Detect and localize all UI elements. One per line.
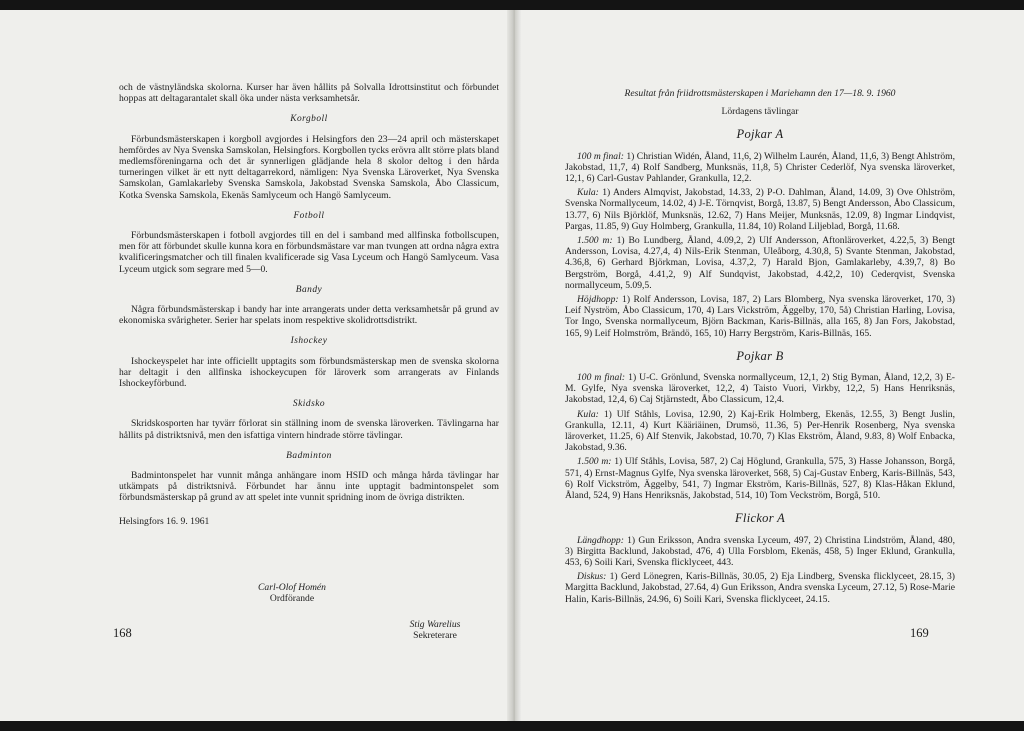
event-results: 1) Gerd Lönegren, Karis-Billnäs, 30.05, 2) Eja Lindberg, Svenska flicklyceet, 28.15, 3) Margitta Backlund, Jakobstad, 27.64, 4) Gun Eriksson, Andra svenska Lyceum, 27.12, 5) Rose-Marie Halin, Karis-Billnäs, 24.96, 6) Soili Kari, Svenska flicklyceet, 24.15. <box>565 571 955 605</box>
result-c-langdhopp <box>565 535 955 569</box>
event-results: 1) Gun Eriksson, Andra svenska Lyceum, 497, 2) Christina Lindström, Åland, 480, 3) Birgitta Backlund, Jakobstad, 476, 4) Ulla Forsblom, Ekenäs, 458, 5) Inger Eklund, Grankulla, 453, 6) Soili Kari, Svenska flicklyceet, 443. <box>565 534 955 568</box>
event-label: 1.500 m: <box>577 456 612 468</box>
result-a-hojdhopp <box>565 294 955 339</box>
section-heading-fotboll: Fotboll <box>293 210 325 221</box>
event-label: Höjdhopp: <box>577 294 619 306</box>
signer-role: Sekreterare <box>413 630 457 642</box>
section-text-ishockey: Ishockeyspelet har inte officiellt upptagits som förbundsmästerskap men de svenska skolorna har deltagit i den allfinska ishockeycupen för läroverk som arrangerats av Finlands Ishockeyförbund. <box>119 355 499 390</box>
heading-pojkar-b: Pojkar B <box>736 348 784 363</box>
event-label: 100 m final: <box>577 372 626 384</box>
event-label: Kula: <box>577 187 599 199</box>
results-subtitle: Lördagens tävlingar <box>721 106 799 118</box>
section-text-korgboll: Förbundsmästerskapen i korgboll avgjordes i Helsingfors den 23—24 april och mästerskapet hemfördes av Nya Svenska Samskolan, Helsingfors. Korgbollen tycks erövra allt större plats bland medlemsföreningarna och det är synnerligen glädjande hela 8 skolor deltog i den hårda turneringen vilket är ett nytt deltagarrekord, nämligen: Nya Svenska Läroverket, Nya Svenska Samskolan, Gamlakarleby Svenska Samskola, Jakobstad Svenska Samskola, Åbo Classicum, Kotka Svenska Samskola, Ekenäs Samlyceum och Hangö Samlyceum. <box>119 133 499 201</box>
event-label: Diskus: <box>577 571 607 583</box>
event-results: 1) U-C. Grönlund, Svenska normallyceum, 12,1, 2) Stig Byman, Åland, 12,2, 3) E-M. Gylfe, Nya svenska läroverket, 12,2, 4) Taisto Vuori, Virkby, 12,2, 5) Hans Henriksnäs, Jakobstad, 12,4, 6) Caj Stjärnstedt, Åbo Classicum, 12,4. <box>565 372 955 406</box>
signer-name: Stig Warelius <box>409 619 461 630</box>
signer-name: Carl-Olof Homén <box>258 582 326 593</box>
result-b-100m <box>565 372 955 406</box>
heading-pojkar-a: Pojkar A <box>736 127 784 142</box>
page-number-left: 168 <box>113 626 132 640</box>
event-label: 1.500 m: <box>577 235 613 247</box>
place-date: Helsingfors 16. 9. 1961 <box>119 515 210 527</box>
signature-chairman <box>232 582 352 604</box>
results-title: Resultat från friidrottsmästerskapen i Mariehamn den 17—18. 9. 1960 <box>624 88 896 99</box>
result-b-kula <box>565 409 955 454</box>
intro-paragraph: och de västnyländska skolorna. Kurser har även hållits på Solvalla Idrottsinstitut och förbundet hoppas att deltagarantalet skall öka under nästa verksamhetsår. <box>119 82 499 105</box>
event-results: 1) Ulf Ståhls, Lovisa, 12.90, 2) Kaj-Erik Holmberg, Ekenäs, 12.55, 3) Bengt Juslin, Grankulla, 12.11, 4) Kurt Kääriäinen, Drumsö, 11.36, 5) Per-Henrik Rosenberg, Nya svenska läroverket, 11.25, 6) Alf Stenvik, Jakobstad, 10.70, 7) Klas Ekström, Åland, 9.83, 8) Wolf Enbacka, Jakobstad, 9.36. <box>565 408 955 454</box>
right-text-column <box>565 88 955 608</box>
result-b-1500m <box>565 456 955 501</box>
event-label: Kula: <box>577 408 599 420</box>
section-heading-bandy: Bandy <box>295 284 323 295</box>
signature-secretary <box>380 619 490 641</box>
page-number-right: 169 <box>910 626 929 640</box>
heading-flickor-a: Flickor A <box>734 511 786 526</box>
result-a-kula <box>565 187 955 232</box>
book-gutter <box>507 10 521 721</box>
event-results: 1) Bo Lundberg, Åland, 4.09,2, 2) Ulf Andersson, Aftonläroverket, 4.22,5, 3) Bengt Andersson, Lovisa, 4.27,4, 4) Nils-Erik Stenman, Uleåborg, 4.30,8, 5) Svante Stenman, Jakobstad, 4.36,8, 6) Gerhard Björkman, Lovisa, 4.37,2, 7) Harald Bjon, Gamlakarleby, 4.39,7, 8) Bo Bergström, Borgå, 4.41,2, 9) Alf Sundqvist, Jakobstad, 4.42,2, 10) Cederqvist, Svenska normallyceum, 5.09,5. <box>565 235 955 291</box>
event-results: 1) Christian Widén, Åland, 11,6, 2) Wilhelm Laurén, Åland, 11,6, 3) Bengt Ahlström, Jakobstad, 11,7, 4) Rolf Sandberg, Munksnäs, 11,8, 5) Christer Cederlöf, Nya svenska läroverket, 12,1, 6) Carl-Gustav Pahlander, Grankulla, 12,2. <box>565 150 955 185</box>
event-label: Längdhopp: <box>577 534 624 546</box>
section-heading-badminton: Badminton <box>286 450 332 461</box>
left-page <box>0 10 507 721</box>
right-page <box>521 10 1024 721</box>
section-heading-ishockey: Ishockey <box>290 336 328 347</box>
section-text-skridsko: Skridskosporten har tyvärr förlorat sin ställning inom de svenska läroverken. Tävlingarna har hållits på distriktsnivå, men den isfattiga vintern hindrade större tävlingar. <box>119 418 499 441</box>
result-a-100m <box>565 151 955 185</box>
event-results: 1) Ulf Ståhls, Lovisa, 587, 2) Caj Höglund, Grankulla, 575, 3) Hasse Johansson, Borgå, 571, 4) Ernst-Magnus Gylfe, Nya svenska läroverket, 568, 5) Caj-Gustav Enberg, Karis-Billnäs, 543, 6) Rolf Vickström, Äggelby, 541, 7) Ingmar Ekström, Karis-Billnäs, 527, 8) Klas-Håkan Eklund, Åland, 524, 9) Hans Henriksnäs, Jakobstad, 514, 10) Tom Veckström, Borgå, 510. <box>565 456 956 502</box>
section-text-badminton: Badmintonspelet har vunnit många anhängare inom HSID och många hårda tävlingar har utkämpats på distriktsnivå. Förbundet har ännu inte upptagit badmintonspelet som förbundsmästerskap på grund av att spelet inte vunnit spridning inom de övriga distrikten. <box>119 470 499 504</box>
event-results: 1) Anders Almqvist, Jakobstad, 14.33, 2) P-O. Dahlman, Åland, 14.09, 3) Ove Ohlström, Svenska Normallyceum, 14.02, 4) J-E. Törnqvist, Borgå, 13.87, 5) Bengt Andersson, Åbo Classicum, 13.77, 6) Nils Björklöf, Munksnäs, 12.62, 7) Hans Meijer, Munksnäs, 12.09, 8) Ingmar Lindqvist, Pargas, 11.85, 9) Guy Holmberg, Grankulla, 11.84, 10) Roland Liljeblad, Borgå, 11.68. <box>565 187 955 232</box>
left-text-column <box>119 82 499 530</box>
signer-role: Ordförande <box>269 593 315 605</box>
result-a-1500m <box>565 235 955 291</box>
result-c-diskus <box>565 571 955 605</box>
section-text-fotboll: Förbundsmästerskapen i fotboll avgjordes till en del i samband med allfinska fotbollscupen, men för att förbundet skulle kunna kora en förbundsmästare var man tvungen att ordna några extra kvalificeringsmatcher och till finalen kvalificerade sig Vasa Lyceum och Hangö Samlyceum. Vasa Lyceum utgick som segrare med 5—0. <box>119 230 499 275</box>
book-spread <box>0 10 1024 721</box>
event-label: 100 m final: <box>577 150 624 162</box>
section-heading-korgboll: Korgboll <box>290 114 328 125</box>
event-results: 1) Rolf Andersson, Lovisa, 187, 2) Lars Blomberg, Nya svenska läroverket, 170, 3) Leif Nyström, Åbo Classicum, 170, 4) Lars Vickström, Äggelby, 170, 5å) Christian Harling, Lovisa, Tor Ingo, Svenska normallyceum, Björn Backman, Karis-Billnäs, alla 165, 8) Jan Fors, Jakobstad, 165, 9) Leif Holmström, Brändö, 165, 10) Harry Bergström, Karis-Billnäs, 165. <box>565 294 955 339</box>
section-text-bandy: Några förbundsmästerskap i bandy har inte arrangerats under detta verksamhetsår på grund av ekonomiska svårigheter. Serier har spelats inom respektive skolidrottsdistrikt. <box>119 304 499 327</box>
section-heading-skridsko: Skidsko <box>292 399 326 410</box>
